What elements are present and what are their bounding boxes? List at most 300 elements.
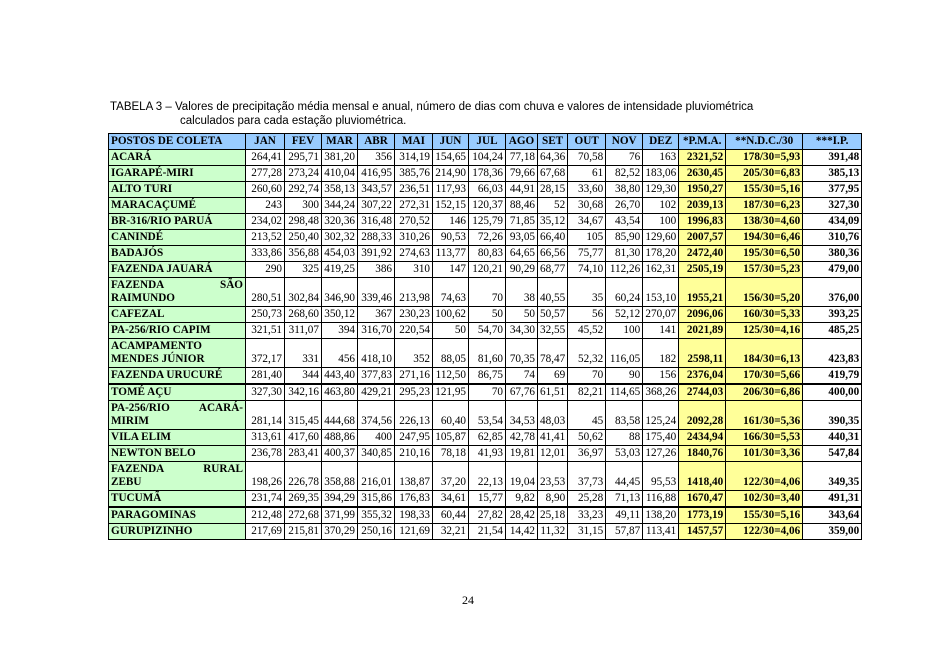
monthly-value-cell: 104,24 — [469, 150, 506, 166]
monthly-value-cell: 82,21 — [568, 384, 606, 401]
monthly-value-cell: 129,30 — [643, 182, 679, 198]
ip-cell: 377,95 — [803, 182, 862, 198]
ndc-cell: 157/30=5,23 — [726, 262, 803, 278]
monthly-value-cell: 372,17 — [246, 339, 285, 368]
monthly-value-cell: 70 — [469, 278, 506, 307]
monthly-value-cell: 274,63 — [395, 246, 433, 262]
monthly-value-cell: 147 — [433, 262, 469, 278]
monthly-value-cell: 70 — [568, 368, 606, 385]
monthly-value-cell: 243 — [246, 198, 285, 214]
ndc-cell: 122/30=4,06 — [726, 524, 803, 540]
column-header: FEV — [285, 134, 322, 150]
table-row — [109, 230, 862, 246]
monthly-value-cell: 410,04 — [322, 166, 358, 182]
monthly-value-cell: 42,78 — [506, 430, 538, 446]
monthly-value-cell: 156 — [643, 368, 679, 385]
monthly-value-cell: 175,40 — [643, 430, 679, 446]
pma-cell: 2598,11 — [679, 339, 726, 368]
monthly-value-cell: 81,30 — [606, 246, 643, 262]
monthly-value-cell: 54,70 — [469, 323, 506, 339]
monthly-value-cell: 272,31 — [395, 198, 433, 214]
monthly-value-cell: 78,18 — [433, 446, 469, 462]
monthly-value-cell: 454,03 — [322, 246, 358, 262]
column-header: JUN — [433, 134, 469, 150]
monthly-value-cell: 27,82 — [469, 507, 506, 524]
monthly-value-cell: 217,69 — [246, 524, 285, 540]
ndc-cell: 194/30=6,46 — [726, 230, 803, 246]
station-name-cell — [109, 278, 246, 307]
pma-cell: 2096,06 — [679, 307, 726, 323]
monthly-value-cell: 307,22 — [358, 198, 395, 214]
station-name-cell: PARAGOMINAS — [109, 507, 246, 524]
monthly-value-cell: 226,13 — [395, 401, 433, 430]
ip-cell: 419,79 — [803, 368, 862, 385]
monthly-value-cell: 443,40 — [322, 368, 358, 385]
monthly-value-cell: 310 — [395, 262, 433, 278]
monthly-value-cell: 120,21 — [469, 262, 506, 278]
monthly-value-cell: 112,26 — [606, 262, 643, 278]
monthly-value-cell: 22,13 — [469, 462, 506, 491]
monthly-value-cell: 456 — [322, 339, 358, 368]
station-name-cell: BR-316/RIO PARUÁ — [109, 214, 246, 230]
column-header: *P.M.A. — [679, 134, 726, 150]
monthly-value-cell: 67,76 — [506, 384, 538, 401]
monthly-value-cell: 183,06 — [643, 166, 679, 182]
monthly-value-cell: 32,55 — [538, 323, 568, 339]
monthly-value-cell: 14,42 — [506, 524, 538, 540]
monthly-value-cell: 327,30 — [246, 384, 285, 401]
table-row — [109, 307, 862, 323]
monthly-value-cell: 49,11 — [606, 507, 643, 524]
monthly-value-cell: 75,77 — [568, 246, 606, 262]
pma-cell: 2092,28 — [679, 401, 726, 430]
monthly-value-cell: 37,73 — [568, 462, 606, 491]
monthly-value-cell: 90 — [606, 368, 643, 385]
pma-cell: 1840,76 — [679, 446, 726, 462]
ip-cell: 400,00 — [803, 384, 862, 401]
monthly-value-cell: 350,12 — [322, 307, 358, 323]
table-row — [109, 278, 862, 307]
monthly-value-cell: 53,54 — [469, 401, 506, 430]
precipitation-table — [108, 133, 862, 540]
station-name-part: PA-256/RIO — [111, 402, 170, 414]
monthly-value-cell: 377,83 — [358, 368, 395, 385]
ip-cell: 491,31 — [803, 491, 862, 508]
monthly-value-cell: 12,01 — [538, 446, 568, 462]
station-name-cell — [109, 401, 246, 430]
monthly-value-cell: 250,73 — [246, 307, 285, 323]
station-name-part: SÃO — [219, 279, 243, 291]
monthly-value-cell: 15,77 — [469, 491, 506, 508]
monthly-value-cell: 264,41 — [246, 150, 285, 166]
monthly-value-cell: 88,05 — [433, 339, 469, 368]
station-name-cell: CAFEZAL — [109, 307, 246, 323]
ndc-cell: 206/30=6,86 — [726, 384, 803, 401]
monthly-value-cell: 316,70 — [358, 323, 395, 339]
monthly-value-cell: 52 — [538, 198, 568, 214]
column-header: MAR — [322, 134, 358, 150]
monthly-value-cell: 116,05 — [606, 339, 643, 368]
monthly-value-cell: 79,66 — [506, 166, 538, 182]
monthly-value-cell: 32,21 — [433, 524, 469, 540]
monthly-value-cell: 21,54 — [469, 524, 506, 540]
monthly-value-cell: 48,03 — [538, 401, 568, 430]
monthly-value-cell: 61 — [568, 166, 606, 182]
monthly-value-cell: 129,60 — [643, 230, 679, 246]
monthly-value-cell: 298,48 — [285, 214, 322, 230]
monthly-value-cell: 270,52 — [395, 214, 433, 230]
monthly-value-cell: 356 — [358, 150, 395, 166]
monthly-value-cell: 43,54 — [606, 214, 643, 230]
pma-cell: 1773,19 — [679, 507, 726, 524]
monthly-value-cell: 138,20 — [643, 507, 679, 524]
monthly-value-cell: 290 — [246, 262, 285, 278]
monthly-value-cell: 250,40 — [285, 230, 322, 246]
ip-cell: 390,35 — [803, 401, 862, 430]
monthly-value-cell: 213,98 — [395, 278, 433, 307]
monthly-value-cell: 44,91 — [506, 182, 538, 198]
monthly-value-cell: 33,23 — [568, 507, 606, 524]
station-name-cell — [109, 462, 246, 491]
monthly-value-cell: 85,90 — [606, 230, 643, 246]
monthly-value-cell: 71,85 — [506, 214, 538, 230]
monthly-value-cell: 56 — [568, 307, 606, 323]
monthly-value-cell: 60,40 — [433, 401, 469, 430]
station-name-part: FAZENDA — [111, 279, 165, 291]
ip-cell: 434,09 — [803, 214, 862, 230]
monthly-value-cell: 100 — [643, 214, 679, 230]
monthly-value-cell: 66,56 — [538, 246, 568, 262]
monthly-value-cell: 234,02 — [246, 214, 285, 230]
station-name-line-1 — [111, 463, 243, 476]
monthly-value-cell: 44,45 — [606, 462, 643, 491]
monthly-value-cell: 212,48 — [246, 507, 285, 524]
monthly-value-cell: 281,40 — [246, 368, 285, 385]
table-row — [109, 524, 862, 540]
monthly-value-cell: 74 — [506, 368, 538, 385]
monthly-value-cell: 198,26 — [246, 462, 285, 491]
ndc-cell: 122/30=4,06 — [726, 462, 803, 491]
monthly-value-cell: 356,88 — [285, 246, 322, 262]
monthly-value-cell: 80,83 — [469, 246, 506, 262]
column-header: DEZ — [643, 134, 679, 150]
monthly-value-cell: 67,68 — [538, 166, 568, 182]
monthly-value-cell: 88 — [606, 430, 643, 446]
station-name-cell: MARACAÇUMÉ — [109, 198, 246, 214]
table-row — [109, 214, 862, 230]
monthly-value-cell: 50,57 — [538, 307, 568, 323]
monthly-value-cell: 72,26 — [469, 230, 506, 246]
monthly-value-cell: 288,33 — [358, 230, 395, 246]
ndc-cell: 205/30=6,83 — [726, 166, 803, 182]
ndc-cell: 195/30=6,50 — [726, 246, 803, 262]
monthly-value-cell: 90,53 — [433, 230, 469, 246]
ip-cell: 547,84 — [803, 446, 862, 462]
table-row — [109, 198, 862, 214]
station-name-cell: CANINDÉ — [109, 230, 246, 246]
monthly-value-cell: 220,54 — [395, 323, 433, 339]
table-row — [109, 368, 862, 385]
monthly-value-cell: 33,60 — [568, 182, 606, 198]
monthly-value-cell: 34,67 — [568, 214, 606, 230]
monthly-value-cell: 113,41 — [643, 524, 679, 540]
monthly-value-cell: 38 — [506, 278, 538, 307]
pma-cell: 1955,21 — [679, 278, 726, 307]
monthly-value-cell: 19,81 — [506, 446, 538, 462]
station-name-cell: FAZENDA JAUARÁ — [109, 262, 246, 278]
table-row — [109, 262, 862, 278]
ip-cell: 440,31 — [803, 430, 862, 446]
pma-cell: 1996,83 — [679, 214, 726, 230]
monthly-value-cell: 105 — [568, 230, 606, 246]
monthly-value-cell: 61,51 — [538, 384, 568, 401]
monthly-value-cell: 83,58 — [606, 401, 643, 430]
monthly-value-cell: 213,52 — [246, 230, 285, 246]
monthly-value-cell: 50 — [433, 323, 469, 339]
station-name-cell: GURUPIZINHO — [109, 524, 246, 540]
monthly-value-cell: 114,65 — [606, 384, 643, 401]
monthly-value-cell: 271,16 — [395, 368, 433, 385]
monthly-value-cell: 352 — [395, 339, 433, 368]
pma-cell: 1670,47 — [679, 491, 726, 508]
monthly-value-cell: 28,42 — [506, 507, 538, 524]
monthly-value-cell: 60,24 — [606, 278, 643, 307]
ndc-cell: 102/30=3,40 — [726, 491, 803, 508]
monthly-value-cell: 400 — [358, 430, 395, 446]
monthly-value-cell: 30,68 — [568, 198, 606, 214]
monthly-value-cell: 34,53 — [506, 401, 538, 430]
monthly-value-cell: 214,90 — [433, 166, 469, 182]
monthly-value-cell: 281,14 — [246, 401, 285, 430]
pma-cell: 2021,89 — [679, 323, 726, 339]
monthly-value-cell: 69 — [538, 368, 568, 385]
column-header: OUT — [568, 134, 606, 150]
monthly-value-cell: 339,46 — [358, 278, 395, 307]
pma-cell: 2744,03 — [679, 384, 726, 401]
ip-cell: 391,48 — [803, 150, 862, 166]
station-name-cell: ACARÁ — [109, 150, 246, 166]
pma-cell: 1457,57 — [679, 524, 726, 540]
monthly-value-cell: 488,86 — [322, 430, 358, 446]
ndc-cell: 125/30=4,16 — [726, 323, 803, 339]
monthly-value-cell: 300 — [285, 198, 322, 214]
monthly-value-cell: 93,05 — [506, 230, 538, 246]
monthly-value-cell: 74,10 — [568, 262, 606, 278]
column-header: AGO — [506, 134, 538, 150]
monthly-value-cell: 81,60 — [469, 339, 506, 368]
station-name-part: RURAL — [203, 463, 243, 475]
monthly-value-cell: 125,24 — [643, 401, 679, 430]
ndc-cell: 160/30=5,33 — [726, 307, 803, 323]
station-name-cell — [109, 339, 246, 368]
monthly-value-cell: 45,52 — [568, 323, 606, 339]
table-row — [109, 401, 862, 430]
table-row — [109, 430, 862, 446]
monthly-value-cell: 316,48 — [358, 214, 395, 230]
column-header: JUL — [469, 134, 506, 150]
monthly-value-cell: 19,04 — [506, 462, 538, 491]
table-row — [109, 491, 862, 508]
monthly-value-cell: 82,52 — [606, 166, 643, 182]
pma-cell: 1950,27 — [679, 182, 726, 198]
monthly-value-cell: 320,36 — [322, 214, 358, 230]
monthly-value-cell: 113,77 — [433, 246, 469, 262]
table-row — [109, 384, 862, 401]
monthly-value-cell: 88,46 — [506, 198, 538, 214]
ip-cell: 385,13 — [803, 166, 862, 182]
column-header: **N.D.C./30 — [726, 134, 803, 150]
ndc-cell: 178/30=5,93 — [726, 150, 803, 166]
column-header: JAN — [246, 134, 285, 150]
monthly-value-cell: 417,60 — [285, 430, 322, 446]
ip-cell: 310,76 — [803, 230, 862, 246]
monthly-value-cell: 112,50 — [433, 368, 469, 385]
monthly-value-cell: 416,95 — [358, 166, 395, 182]
monthly-value-cell: 325 — [285, 262, 322, 278]
monthly-value-cell: 8,90 — [538, 491, 568, 508]
station-name-cell: PA-256/RIO CAPIM — [109, 323, 246, 339]
monthly-value-cell: 62,85 — [469, 430, 506, 446]
monthly-value-cell: 358,88 — [322, 462, 358, 491]
monthly-value-cell: 53,03 — [606, 446, 643, 462]
monthly-value-cell: 344,24 — [322, 198, 358, 214]
station-name-cell: VILA ELIM — [109, 430, 246, 446]
pma-cell: 2007,57 — [679, 230, 726, 246]
monthly-value-cell: 394,29 — [322, 491, 358, 508]
pma-cell: 2321,52 — [679, 150, 726, 166]
monthly-value-cell: 344 — [285, 368, 322, 385]
monthly-value-cell: 120,37 — [469, 198, 506, 214]
monthly-value-cell: 162,31 — [643, 262, 679, 278]
column-header: ABR — [358, 134, 395, 150]
column-header: POSTOS DE COLETA — [109, 134, 246, 150]
monthly-value-cell: 34,30 — [506, 323, 538, 339]
monthly-value-cell: 64,65 — [506, 246, 538, 262]
ip-cell: 349,35 — [803, 462, 862, 491]
monthly-value-cell: 70 — [469, 384, 506, 401]
monthly-value-cell: 102 — [643, 198, 679, 214]
ip-cell: 327,30 — [803, 198, 862, 214]
monthly-value-cell: 236,51 — [395, 182, 433, 198]
pma-cell: 2434,94 — [679, 430, 726, 446]
monthly-value-cell: 11,32 — [538, 524, 568, 540]
monthly-value-cell: 381,20 — [322, 150, 358, 166]
monthly-value-cell: 127,26 — [643, 446, 679, 462]
monthly-value-cell: 86,75 — [469, 368, 506, 385]
monthly-value-cell: 230,23 — [395, 307, 433, 323]
monthly-value-cell: 41,93 — [469, 446, 506, 462]
monthly-value-cell: 31,15 — [568, 524, 606, 540]
monthly-value-cell: 295,71 — [285, 150, 322, 166]
pma-cell: 2472,40 — [679, 246, 726, 262]
table-header-row — [109, 134, 862, 150]
monthly-value-cell: 45 — [568, 401, 606, 430]
station-name-line-2: ZEBU — [111, 476, 142, 488]
monthly-value-cell: 52,32 — [568, 339, 606, 368]
monthly-value-cell: 280,51 — [246, 278, 285, 307]
monthly-value-cell: 313,61 — [246, 430, 285, 446]
ndc-cell: 101/30=3,36 — [726, 446, 803, 462]
monthly-value-cell: 371,99 — [322, 507, 358, 524]
station-name-line-2: MIRIM — [111, 415, 149, 427]
table-row — [109, 507, 862, 524]
monthly-value-cell: 176,83 — [395, 491, 433, 508]
monthly-value-cell: 215,81 — [285, 524, 322, 540]
ip-cell: 393,25 — [803, 307, 862, 323]
monthly-value-cell: 370,29 — [322, 524, 358, 540]
monthly-value-cell: 35 — [568, 278, 606, 307]
pma-cell: 2376,04 — [679, 368, 726, 385]
monthly-value-cell: 38,80 — [606, 182, 643, 198]
monthly-value-cell: 70,58 — [568, 150, 606, 166]
monthly-value-cell: 198,33 — [395, 507, 433, 524]
ip-cell: 359,00 — [803, 524, 862, 540]
monthly-value-cell: 273,24 — [285, 166, 322, 182]
monthly-value-cell: 9,82 — [506, 491, 538, 508]
monthly-value-cell: 50 — [506, 307, 538, 323]
monthly-value-cell: 36,97 — [568, 446, 606, 462]
monthly-value-cell: 302,32 — [322, 230, 358, 246]
station-name-cell: BADAJÓS — [109, 246, 246, 262]
monthly-value-cell: 283,41 — [285, 446, 322, 462]
monthly-value-cell: 41,41 — [538, 430, 568, 446]
monthly-value-cell: 64,36 — [538, 150, 568, 166]
monthly-value-cell: 163 — [643, 150, 679, 166]
monthly-value-cell: 28,15 — [538, 182, 568, 198]
column-header: SET — [538, 134, 568, 150]
monthly-value-cell: 95,53 — [643, 462, 679, 491]
column-header: NOV — [606, 134, 643, 150]
table-row — [109, 246, 862, 262]
monthly-value-cell: 178,36 — [469, 166, 506, 182]
ip-cell: 485,25 — [803, 323, 862, 339]
monthly-value-cell: 346,90 — [322, 278, 358, 307]
pma-cell: 2505,19 — [679, 262, 726, 278]
pma-cell: 2630,45 — [679, 166, 726, 182]
table-row — [109, 182, 862, 198]
monthly-value-cell: 394 — [322, 323, 358, 339]
monthly-value-cell: 121,95 — [433, 384, 469, 401]
monthly-value-cell: 34,61 — [433, 491, 469, 508]
monthly-value-cell: 138,87 — [395, 462, 433, 491]
column-header: ***I.P. — [803, 134, 862, 150]
monthly-value-cell: 358,13 — [322, 182, 358, 198]
monthly-value-cell: 117,93 — [433, 182, 469, 198]
ndc-cell: 184/30=6,13 — [726, 339, 803, 368]
monthly-value-cell: 385,76 — [395, 166, 433, 182]
monthly-value-cell: 146 — [433, 214, 469, 230]
station-name-cell: ALTO TURI — [109, 182, 246, 198]
monthly-value-cell: 105,87 — [433, 430, 469, 446]
monthly-value-cell: 250,16 — [358, 524, 395, 540]
monthly-value-cell: 331 — [285, 339, 322, 368]
monthly-value-cell: 226,78 — [285, 462, 322, 491]
monthly-value-cell: 311,07 — [285, 323, 322, 339]
ndc-cell: 155/30=5,16 — [726, 182, 803, 198]
monthly-value-cell: 374,56 — [358, 401, 395, 430]
table-row — [109, 339, 862, 368]
monthly-value-cell: 310,26 — [395, 230, 433, 246]
monthly-value-cell: 268,60 — [285, 307, 322, 323]
monthly-value-cell: 77,18 — [506, 150, 538, 166]
station-name-part: ACAMPAMENTO — [111, 340, 202, 352]
ndc-cell: 161/30=5,36 — [726, 401, 803, 430]
station-name-cell: TUCUMÃ — [109, 491, 246, 508]
monthly-value-cell: 76 — [606, 150, 643, 166]
monthly-value-cell: 314,19 — [395, 150, 433, 166]
ip-cell: 343,64 — [803, 507, 862, 524]
monthly-value-cell: 125,79 — [469, 214, 506, 230]
